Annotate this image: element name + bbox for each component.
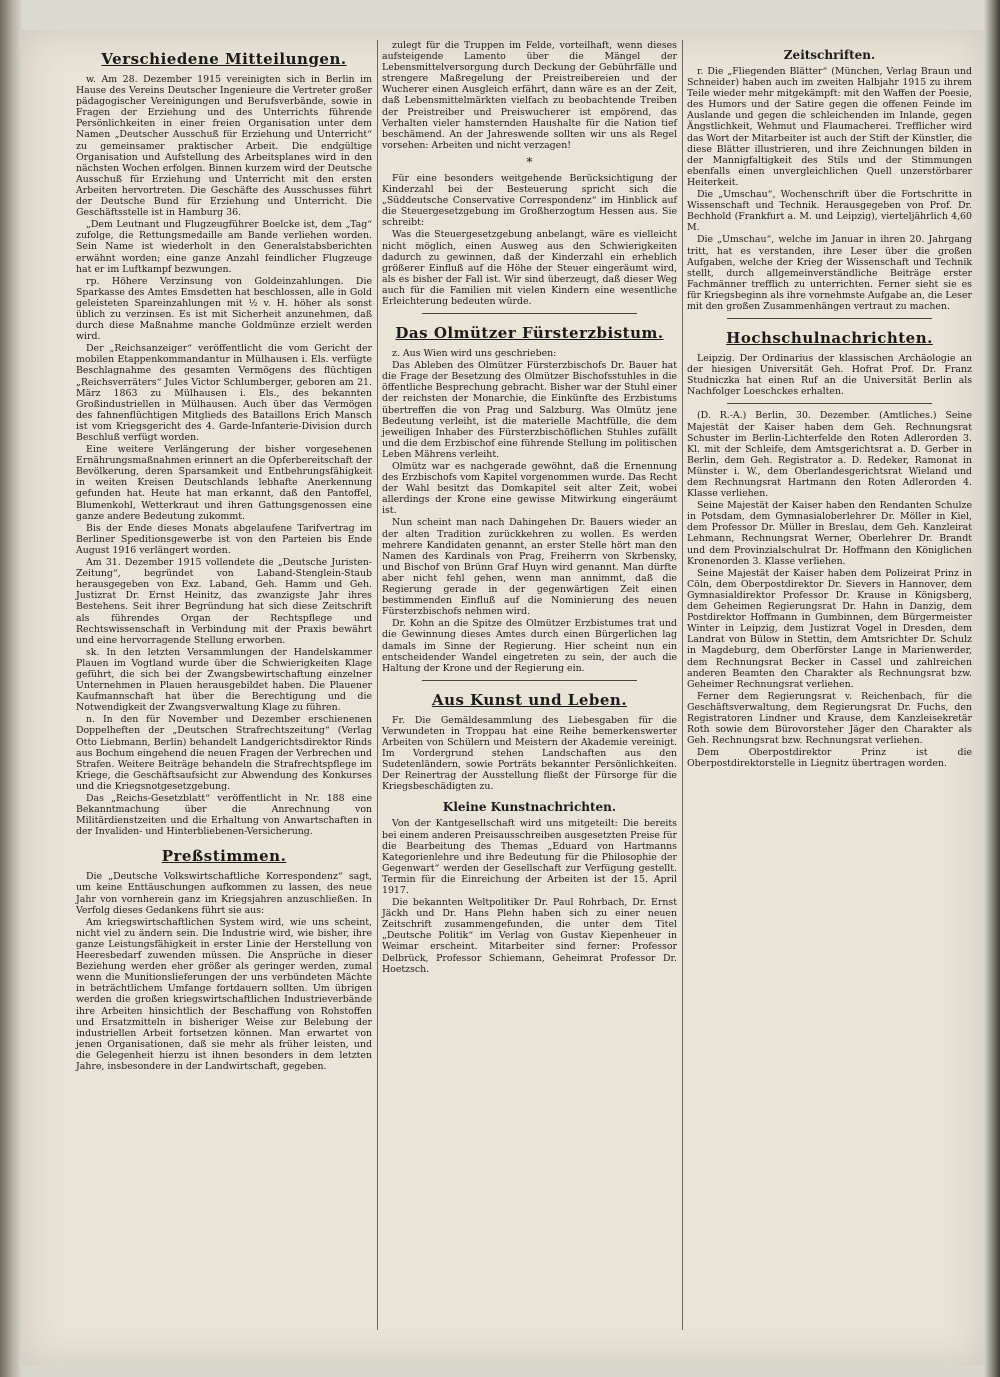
article-paragraph: Was die Steuergesetzgebung anbelangt, wäre es vielleicht nicht möglich, einen Ausweg aus den Schwierigkeiten dadurch zu gewinnen, daß der Kinderzahl ein erheblich größerer Einfluß auf die Höhe der Steuer eingeräumt wird, als es bisher der Fall ist. Wir sind überzeugt, daß dieser Weg auch für die Familien mit vielen Kindern eine wesentliche Erleichterung bedeuten würde. xyxy=(382,229,677,307)
section-separator-star: * xyxy=(526,154,533,169)
article-paragraph: Seine Majestät der Kaiser haben den Rendanten Schulze in Potsdam, dem Gymnasialoberlehrer Dr. Möller in Kiel, dem Professor Dr. Müller in Breslau, dem Geh. Kanzleirat Lehmann, Rechnungsrat Werner, Oberlehrer Dr. Brandt und dem Provinzialschulrat Dr. Hoffmann den Königlichen Kronenorden 3. Klasse verliehen. xyxy=(687,500,972,567)
article-paragraph: Die „Umschau“, Wochenschrift über die Fortschritte in Wissenschaft und Technik. Herausgegeben von Prof. Dr. Bechhold (Frankfurt a. M. und Leipzig), vierteljährlich 4,60 M. xyxy=(687,189,972,234)
section-rule xyxy=(422,680,637,681)
article-paragraph: Der „Reichsanzeiger“ veröffentlicht die vom Gericht der mobilen Etappenkommandantur in Mülhausen i. Els. verfügte Beschlagnahme des gesamten Vermögens des flüchtigen „Reichsverräters“ Jules Victor Schlumberger, geboren am 21. März 1863 zu Mülhausen i. Els., des bekannten Großindustriellen in Mülhausen. Auch über das Vermögen des fahnenflüchtigen Mitglieds des Bataillons Erich Mansch ist vom Kriegsgericht des 4. Garde-Infanterie-Division durch Beschluß verfügt worden. xyxy=(76,343,372,443)
article-paragraph: Das Ableben des Olmützer Fürsterzbischofs Dr. Bauer hat die Frage der Besetzung des Olmützer Bischofsstuhles in die öffentliche Besprechung gebracht. Bisher war der Stuhl einer der reichsten der Monarchie, die Einkünfte des Erzbistums übertreffen die von Prag und Salzburg. Was Olmütz jene Bedeutung verleiht, ist die materielle Machtfülle, die dem jeweiligen Inhaber des Fürsterzbischöflichen Stuhles zufällt und die dem Erzbischof eine führende Stellung im politischen Leben Mährens verleiht. xyxy=(382,360,677,460)
article-paragraph: Von der Kantgesellschaft wird uns mitgeteilt: Die bereits bei einem anderen Preisausschreiben ausgesetzten Preise für die Bearbeitung des Themas „Eduard von Hartmanns Kategorienlehre und ihre Bedeutung für die Philosophie der Gegenwart“ werden der Gesellschaft zur Verfügung gestellt. Termin für die Einreichung der Arbeiten ist der 15. April 1917. xyxy=(382,818,677,896)
article-paragraph: w. Am 28. Dezember 1915 vereinigten sich in Berlin im Hause des Vereins Deutscher Ingenieure die Vertreter großer pädagogischer Vereinigungen und Berufsverbände, sowie in Fragen der Erziehung und des Unterrichts führende Persönlichkeiten in einer freien Organisation unter dem Namen „Deutscher Ausschuß für Erziehung und Unterricht“ zu gemeinsamer praktischer Arbeit. Die endgültige Organisation und Aufstellung des Arbeitsplanes wird in den nächsten Wochen erfolgen. Binnen kurzem wird der Deutsche Ausschuß für Erziehung und Unterricht mit den ersten Arbeiten hervortreten. Die Geschäfte des Ausschusses führt der Deutsche Bund für Erziehung und Unterricht. Die Geschäftsstelle ist in Hamburg 36. xyxy=(76,74,372,219)
section-heading-olmuetz: Das Olmützer Fürsterzbistum. xyxy=(395,324,664,343)
article-paragraph: rp. Höhere Verzinsung von Goldeinzahlungen. Die Sparkasse des Amtes Emsdetten hat beschlossen, alle in Gold geleisteten Spareinzahlungen mit ½ v. H. höher als sonst üblich zu verzinsen. Es ist mit Sicherheit anzunehmen, daß durch diese Maßnahme manche Goldmünze erzielt werden wird. xyxy=(76,275,372,343)
article-paragraph: Für eine besonders weitgehende Berücksichtigung der Kinderzahl bei der Besteuerung spricht sich die „Süddeutsche Conservative Correspondenz“ im Hinblick auf die Steuergesetzgebung im Großherzogtum Hessen aus. Sie schreibt: xyxy=(382,172,677,229)
section-heading-art: Aus Kunst und Leben. xyxy=(431,690,628,709)
column-3 xyxy=(687,40,972,770)
article-paragraph: Eine weitere Verlängerung der bisher vorgesehenen Ernährungsmaßnahmen erinnert an die Opferbereitschaft der Bevölkerung, deren Sparsamkeit und Entbehrungsfähigkeit in weiten Kreisen Deutschlands lebhafte Anerkennung gefunden hat. Heute hat man erkannt, daß den Pantoffel, Blumenkohl, Wetterkraut und ihren Gattungsgenossen eine ganze andere Bedeutung zukommt. xyxy=(76,444,372,522)
section-heading-misc: Verschiedene Mitteilungen. xyxy=(101,50,347,68)
article-paragraph: zulegt für die Truppen im Felde, vorteilhaft, wenn dieses aufsteigende Lamento über die Mängel der Lebensmittelversorgung durch Deckung der Gebührfälle und strengere Maßregelung der Preistreibereien und der Wucherer einen Ausgleich erfährt, dann wäre es an der Zeit, daß Lebensmittelmärkten vielfach zu beobachtende Treiben der Preistreiber und Preiswucherer ist empörend, das Verhalten vieler hamsternden Haushalte für die Nation tief beschämend. An der Jahreswende sollten wir uns als Regel vorsehen: Arbeiten und nicht verzagen! xyxy=(382,40,677,151)
book-binding xyxy=(0,0,22,1377)
article-paragraph: Ferner dem Regierungsrat v. Reichenbach, für die Geschäftsverwaltung, dem Regierungsrat Dr. Fuchs, den Registratoren Lindner und Krause, dem Kanzleisekretär Roth sowie dem Bürovorsteher Jäger den Charakter als Geh. Rechnungsrat bzw. Rechnungsrat verliehen. xyxy=(687,690,972,747)
page-edge xyxy=(984,0,1000,1377)
article-paragraph: Am kriegswirtschaftlichen System wird, wie uns scheint, nicht viel zu ändern sein. Die Industrie wird, wie bisher, ihre ganze Leistungsfähigkeit in erster Linie der Herstellung von Heeresbedarf zuwenden müssen. Die Ansprüche in dieser Beziehung werden eher größer als geringer werden, zumal wenn die Munitionslieferungen der uns verbündeten Mächte in beträchtlichem Umfange fortdauern sollten. Um übrigen werden die großen kriegswirtschaftlichen Industrieverbände ihre Arbeiten hinsichtlich der Beschaffung von Rohstoffen und Ersatzmitteln in bisheriger Weise zur Belebung der industriellen Arbeit fortsetzen können. Man erwartet von jenen Organisationen, daß sie mehr als früher leisten, und die Gelegenheit hierzu ist ihnen besonders in dem letzten Jahre, insbesondere in der Landwirtschaft, gegeben. xyxy=(76,916,372,1072)
article-paragraph: Dr. Kohn an die Spitze des Olmützer Erzbistumes trat und die Gewinnung dieses Amtes durch einen Bürgerlichen lag damals im Sinne der Regierung. Hier scheint nun ein entscheidender Wandel eingetreten zu sein, der auch die Haltung der Krone und der Regierung ein. xyxy=(382,618,677,674)
section-heading-press: Preßstimmen. xyxy=(161,847,287,866)
section-rule xyxy=(422,313,637,314)
article-paragraph: Dem Oberpostdirektor Prinz ist die Oberpostdirektorstelle in Liegnitz übertragen worden. xyxy=(687,747,972,770)
article-paragraph: Leipzig. Der Ordinarius der klassischen Archäologie an der hiesigen Universität Geh. Hofrat Prof. Dr. Franz Studniczka hat einen Ruf an die Universität Berlin als Nachfolger Loeschckes erhalten. xyxy=(687,353,972,398)
column-rule xyxy=(682,40,683,1330)
article-paragraph: Fr. Die Gemäldesammlung des Liebesgaben für die Verwundeten in Troppau hat eine Reihe bemerkenswerter Arbeiten von Schülern und Meistern der Akademie vereinigt. Im Vordergrund stehen Landschaften aus den Sudetenländern, sowie Porträts bekannter Persönlichkeiten. Der Reinertrag der Ausstellung fließt der Fürsorge für die Kriegsbeschädigten zu. xyxy=(382,714,677,793)
article-paragraph: z. Aus Wien wird uns geschrieben: xyxy=(392,348,557,360)
article-paragraph: Olmütz war es nachgerade gewöhnt, daß die Ernennung des Erzbischofs vom Kapitel vorgenommen wurde. Das Recht der Wahl besitzt das Domkapitel seit alter Zeit, wobei allerdings der Krone eine gewisse Mitwirkung eingeräumt ist. xyxy=(382,461,677,517)
article-paragraph: Bis der Ende dieses Monats abgelaufene Tarifvertrag im Berliner Speditionsgewerbe ist von den Parteien bis Ende August 1916 verlängert worden. xyxy=(76,522,372,556)
section-rule xyxy=(727,318,932,319)
column-rule xyxy=(377,40,378,1330)
scan-top-margin xyxy=(0,0,1000,30)
article-paragraph: Das „Reichs-Gesetzblatt“ veröffentlicht in Nr. 188 eine Bekanntmachung über die Anrechnung von Militärdienstzeiten und die Erhaltung von Anwartschaften in der Invaliden- und Hinterbliebenen-Versicherung. xyxy=(76,793,372,838)
article-paragraph: n. In den für November und Dezember erschienenen Doppelheften der „Deutschen Strafrechtszeitung“ (Verlag Otto Liebmann, Berlin) behandelt Landgerichtsdirektor Rinds aus Bochum eingehend die neuen Fragen der Verbrechen und Strafen. Weitere Beiträge behandeln die Strafrechtspflege im Kriege, die Geschäftsaufsicht zur Abwendung des Konkurses und die Kriegsnotgesetzgebung. xyxy=(76,714,372,792)
article-paragraph: Die bekannten Weltpolitiker Dr. Paul Rohrbach, Dr. Ernst Jäckh und Dr. Hans Plehn haben sich zu einer neuen Zeitschrift zusammengefunden, die unter dem Titel „Deutsche Politik“ im Verlag von Gustav Kiepenheuer in Weimar erscheint. Mitarbeiter sind ferner: Professor Delbrück, Professor Schiemann, Geheimrat Professor Dr. Hoetzsch. xyxy=(382,897,677,975)
article-paragraph: Seine Majestät der Kaiser haben dem Polizeirat Prinz in Cöln, dem Oberpostdirektor Dr. Sievers in Hannover, dem Gymnasialdirektor Professor Dr. Krause in Königsberg, dem Geheimen Regierungsrat Dr. Hahn in Danzig, dem Postdirektor Hoffmann in Gumbinnen, dem Bürgermeister Winter in Leipzig, dem Justizrat Vogel in Dresden, dem Landrat von Bülow in Stettin, dem Amtsrichter Dr. Schulz in Magdeburg, dem Oberförster Lange in Marienwerder, dem Rechnungsrat Becker in Cassel und zahlreichen anderen Beamten den Charakter als Rechnungsrat bzw. Geheimer Rechnungsrat verliehen. xyxy=(687,567,972,690)
column-1 xyxy=(76,40,372,1073)
subheading-art-news: Kleine Kunstnachrichten. xyxy=(442,800,617,815)
article-paragraph: Nun scheint man nach Dahingehen Dr. Bauers wieder an der alten Tradition zurückkehren zu wollen. Es werden mehrere Kandidaten genannt, an erster Stelle hört man den Namen des Kardinals von Prag, Freiherrn von Skrbensky, und Bischof von Brünn Graf Huyn wird genannt. Man dürfte aber nicht fehl gehen, wenn man annimmt, daß die Regierung gerade in der gegenwärtigen Zeit einen bestimmenden Einfluß auf die Nominierung des neuen Fürsterzbischofs nehmen wird. xyxy=(382,517,677,618)
article-paragraph: (D. R.-A.) Berlin, 30. Dezember. (Amtliches.) Seine Majestät der Kaiser haben dem Geh. Rechnungsrat Schuster im Berlin-Lichterfelde den Roten Adlerorden 3. Kl. mit der Schleife, dem Amtsgerichtsrat a. D. Gerber in Berlin, dem Geh. Registrator a. D. Redeker, Ramonat in Münster i. W., dem Oberlandesgerichtsrat Wieland und dem Rechnungsrat Hartmann den Roten Adlerorden 4. Klasse verliehen. xyxy=(687,410,972,500)
column-2 xyxy=(382,40,677,976)
section-heading-magazines: Zeitschriften. xyxy=(783,48,876,62)
article-paragraph: Die „Umschau“, welche im Januar in ihren 20. Jahrgang tritt, hat es verstanden, ihre Leser über die großen Aufgaben, welche der Krieg der Wissenschaft und Technik stellt, durch allgemeinverständliche Beiträge erster Fachmänner trefflich zu unterrichten. Ferner sieht sie es für Kriegsbeginn als ihre vornehmste Aufgabe an, die Leser mit den großen Zusammenhängen vertraut zu machen. xyxy=(687,234,973,312)
article-paragraph: r. Die „Fliegenden Blätter“ (München, Verlag Braun und Schneider) haben auch im zweiten Halbjahr 1915 zu ihrem Teile wieder mehr mitgekämpft: mit den Waffen der Poesie, des Humors und der Satire gegen die offenen Feinde im Auslande und gegen die schleichenden im Inlande, gegen Ängstlichkeit, Wehmut und Flaumacherei. Trefflicher wird das Wort der Mitarbeiter ist auch der Stift der Künstler, die diese Blätter illustrieren, und ihre Zeichnungen bilden in der Mannigfaltigkeit des Stils und der Stimmungen ebenfalls einen unvergleichlichen Quell unzerstörbarer Heiterkeit. xyxy=(687,66,972,188)
section-heading-university: Hochschulnachrichten. xyxy=(726,329,933,348)
article-paragraph: Am 31. Dezember 1915 vollendete die „Deutsche Juristen-Zeitung“, begründet von Laband-Stenglein-Staub herausgegeben von Exz. Laband, Geh. Hamm und Geh. Justizrat Dr. Ernst Heinitz, das zwanzigste Jahr ihres Bestehens. Seit ihrer Begründung hat sich diese Zeitschrift als führendes Organ der Rechtspflege und Rechtswissenschaft in Verbindung mit der Praxis bewährt und eine hervorragende Stellung erworben. xyxy=(76,557,372,646)
article-paragraph: sk. In den letzten Versammlungen der Handelskammer Plauen im Vogtland wurde über die Schwierigkeiten Klage geführt, die sich bei der Zwangsbewirtschaftung einzelner Unternehmen in Plauen herausgebildet haben. Die Plauener Kaufmannschaft hat über die Berechtigung und die Notwendigkeit der Zwangsverwaltung Klage zu führen. xyxy=(76,646,372,714)
article-paragraph: Die „Deutsche Volkswirtschaftliche Korrespondenz“ sagt, um keine Enttäuschungen aufkommen zu lassen, des neue Jahr von vornherein ganz im Kriegsjahren anzuschließen. In Verfolg dieses Gedankens führt sie aus: xyxy=(76,871,372,916)
article-paragraph: „Dem Leutnant und Flugzeugführer Boelcke ist, dem „Tag“ zufolge, die Rettungsmedaille am Bande verliehen worden. Sein Name ist wiederholt in den Generalstabsberichten erwähnt worden; eine ganze Anzahl feindlicher Flugzeuge hat er im Luftkampf bezwungen. xyxy=(76,219,372,275)
section-rule xyxy=(727,403,932,404)
